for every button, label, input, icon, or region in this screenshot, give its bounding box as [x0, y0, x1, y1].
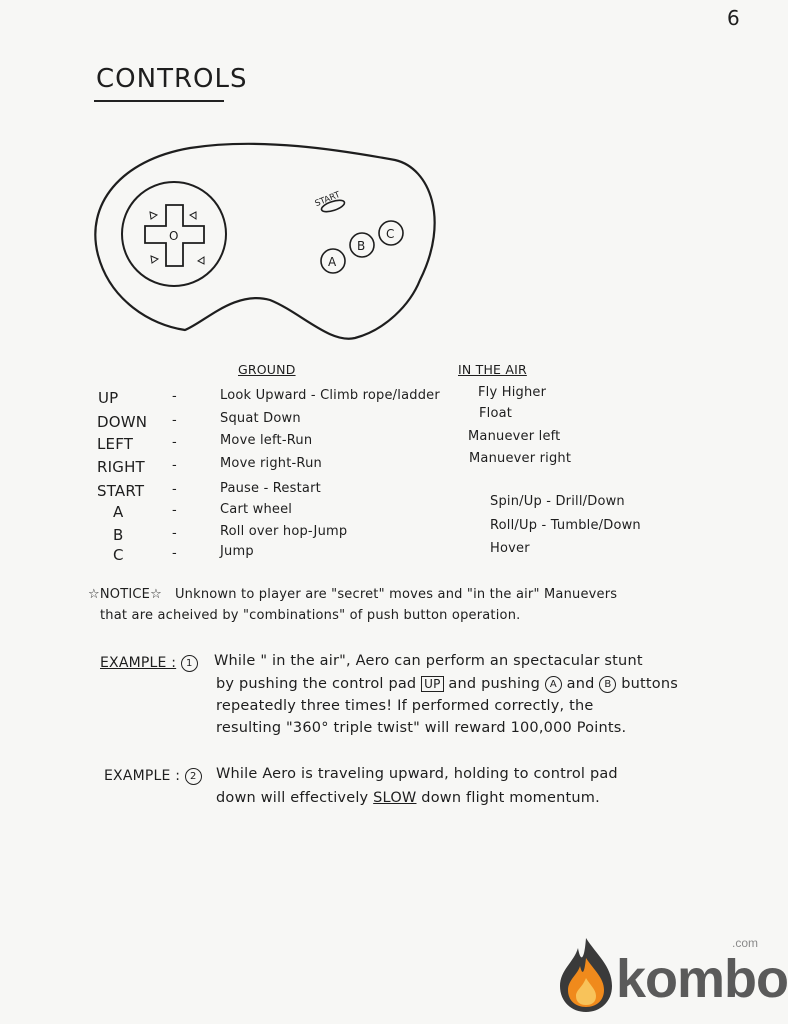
dpad-arrow-up-right [190, 212, 196, 219]
page-number: 6 [727, 6, 740, 30]
key-b: B [113, 526, 124, 544]
dash: - [172, 389, 177, 404]
button-b-label: B [357, 239, 366, 253]
dpad-arrow-down-right [198, 257, 204, 264]
slow-underlined: SLOW [373, 790, 417, 806]
dpad-arrow-down-left [151, 256, 158, 263]
key-down: DOWN [97, 413, 148, 431]
ground-action: Pause - Restart [220, 481, 321, 496]
example-1-label-group [100, 655, 198, 672]
dash: - [172, 458, 177, 473]
example-1-line-2 [216, 676, 678, 693]
ground-action: Look Upward - Climb rope/ladder [220, 388, 440, 403]
logo-suffix: .com [732, 936, 759, 950]
example-1-text-2b: and pushing [448, 676, 541, 692]
page-title: CONTROLS [96, 64, 248, 94]
example-1-text-2c: and [566, 676, 595, 692]
ground-header: GROUND [238, 362, 296, 377]
button-c-label: C [386, 227, 395, 241]
air-action: Hover [490, 541, 530, 556]
example-2-label-group [104, 768, 202, 785]
air-action: Float [479, 406, 513, 421]
example-1-text-2a: by pushing the control pad [216, 676, 417, 692]
ground-action: Squat Down [220, 411, 301, 426]
example-2-text-2b: down flight momentum. [421, 790, 600, 806]
air-action: Spin/Up - Drill/Down [490, 494, 625, 509]
dash: - [172, 413, 177, 428]
ground-action: Jump [220, 544, 254, 559]
notice-label: ☆NOTICE☆ [88, 587, 162, 602]
example-2-text-2a: down will effectively [216, 790, 369, 806]
example-2-label: EXAMPLE : [104, 768, 181, 784]
kombo-logo [556, 936, 788, 1016]
notice-line-2: that are acheived by "combinations" of push button operation. [100, 608, 521, 623]
dash: - [172, 526, 177, 541]
controller-outline [95, 144, 434, 339]
button-a-circle: A [545, 676, 562, 693]
key-a: A [113, 503, 124, 521]
start-label: START [313, 190, 342, 210]
example-1-label: EXAMPLE : [100, 655, 177, 671]
air-action: Manuever left [468, 429, 561, 444]
flame-icon [556, 936, 616, 1016]
dash: - [172, 435, 177, 450]
key-start: START [97, 482, 145, 500]
dpad-center: O [169, 229, 179, 243]
button-a-label: A [328, 255, 337, 269]
controller-illustration [0, 0, 763, 360]
dpad-arrow-up-left [150, 212, 157, 219]
logo-wordmark: kombo [616, 949, 788, 1009]
example-1-number: 1 [181, 655, 198, 672]
dash: - [172, 503, 177, 518]
air-action: Fly Higher [478, 385, 547, 400]
notice-text-1: Unknown to player are "secret" moves and "in the air" Manuevers [174, 587, 618, 602]
example-1-line-3: repeatedly three times! If performed correctly, the [216, 698, 594, 714]
key-left: LEFT [97, 435, 134, 453]
key-c: C [113, 546, 124, 564]
key-right: RIGHT [97, 458, 145, 476]
up-box: UP [421, 676, 443, 692]
notice-line-1 [88, 584, 708, 605]
notice-block [88, 584, 708, 626]
example-1-text-2d: buttons [621, 676, 678, 692]
air-action: Roll/Up - Tumble/Down [490, 518, 641, 533]
ground-action: Move left-Run [220, 433, 313, 448]
dash: - [172, 482, 177, 497]
example-1-line-4: resulting "360° triple twist" will reward 100,000 Points. [216, 720, 627, 736]
ground-action: Roll over hop-Jump [220, 524, 348, 539]
example-2-number: 2 [185, 768, 202, 785]
key-up: UP [98, 389, 119, 407]
ground-action: Cart wheel [220, 502, 293, 517]
ground-action: Move right-Run [220, 456, 322, 471]
example-1-line-1: While " in the air", Aero can perform an spectacular stunt [214, 653, 643, 669]
button-b-circle: B [599, 676, 616, 693]
air-header: IN THE AIR [458, 362, 527, 377]
air-action: Manuever right [469, 451, 572, 466]
example-2-line-1: While Aero is traveling upward, holding to control pad [216, 766, 618, 782]
dash: - [172, 546, 177, 561]
example-2-line-2 [216, 790, 600, 806]
